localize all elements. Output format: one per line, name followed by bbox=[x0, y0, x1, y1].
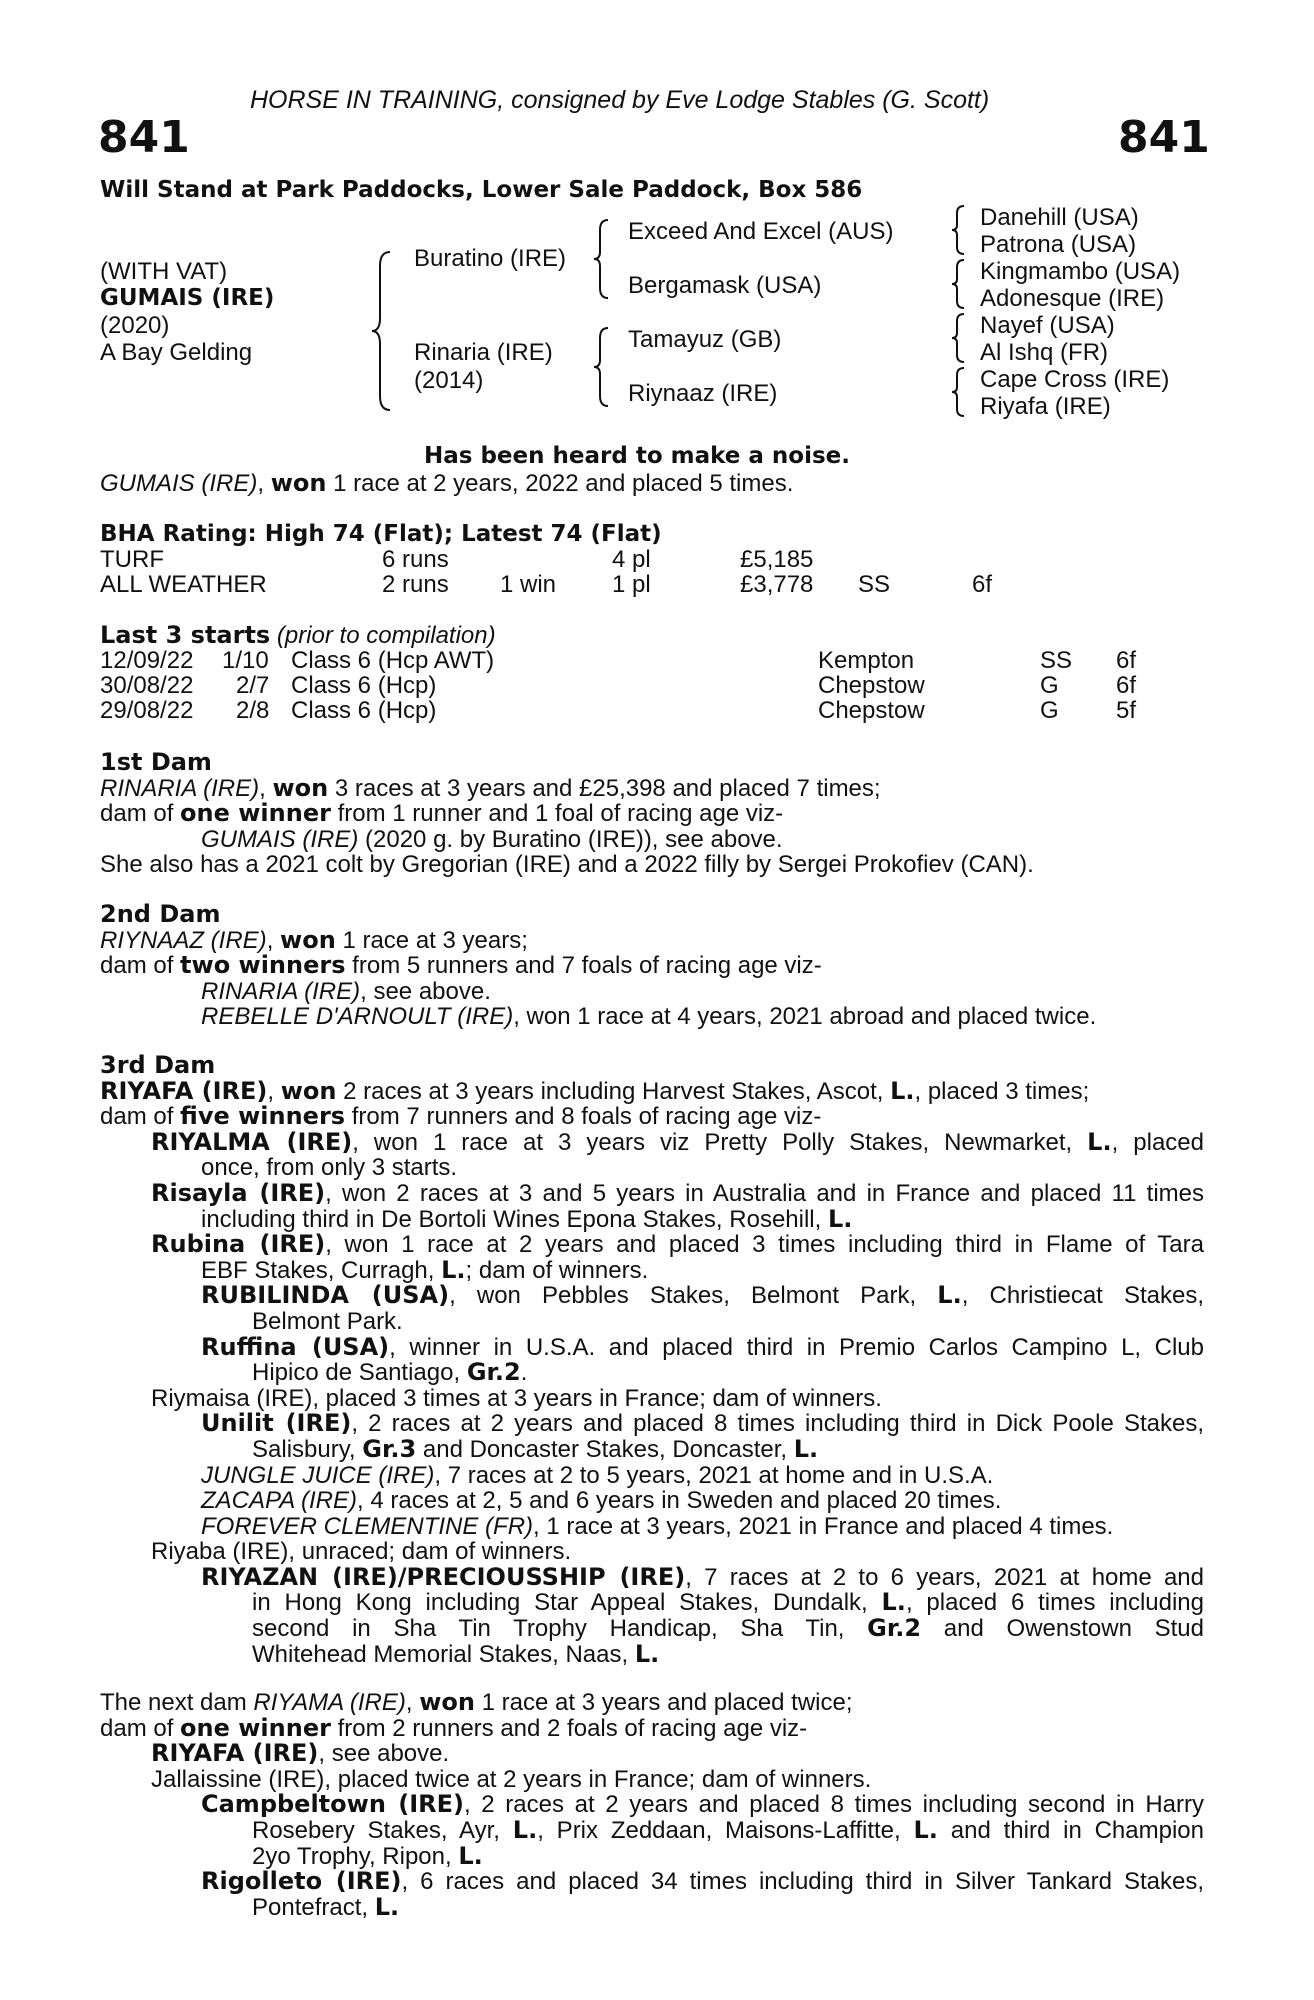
rating-surface: ALL WEATHER bbox=[100, 571, 267, 598]
first-dam-name: RINARIA (IRE) bbox=[100, 774, 260, 802]
horse-description: A Bay Gelding bbox=[100, 339, 253, 366]
produce-entry-continued bbox=[100, 1815, 1204, 1844]
produce-entry-continued bbox=[100, 1590, 1204, 1616]
start-course: Kempton bbox=[818, 647, 915, 674]
next-dam-section bbox=[100, 1690, 1204, 1920]
start-row bbox=[0, 673, 1314, 699]
listed-mark: L. bbox=[890, 1076, 915, 1105]
second-dam-section bbox=[100, 902, 1204, 1030]
produce-entry-line bbox=[201, 1332, 1204, 1361]
produce-record: , won 1 race at 3 years viz Pretty Polly Stakes, Newmarket, bbox=[352, 1128, 1088, 1156]
pedigree-g4: Adonesque (IRE) bbox=[980, 285, 1165, 312]
produce-entry-continued bbox=[100, 1892, 1204, 1921]
produce-record: , 1 race at 3 years, 2021 in France and placed 4 times. bbox=[533, 1512, 1114, 1540]
first-dam-line: RINARIA (IRE), won 3 races at 3 years and £25,398 and placed 7 times; bbox=[100, 773, 881, 802]
lot-number-left: 841 bbox=[98, 112, 190, 163]
second-dam-produce-line bbox=[100, 953, 1204, 979]
produce-record: , Prix Zeddaan, Maisons-Laffitte, bbox=[537, 1816, 914, 1844]
start-course: Chepstow bbox=[818, 672, 925, 699]
produce-record: and Doncaster Stakes, Doncaster, bbox=[416, 1435, 794, 1463]
produce-entry bbox=[100, 1232, 1204, 1258]
third-dam-record: 2 races at 3 years including Harvest Stakes, Ascot, bbox=[336, 1077, 891, 1105]
third-dam-section bbox=[100, 1053, 1204, 1667]
produce-record: Whitehead Memorial Stakes, Naas, bbox=[252, 1640, 635, 1668]
third-dam-record-end: , placed 3 times; bbox=[914, 1077, 1090, 1105]
produce-record: (2020 g. by Buratino (IRE)), see above. bbox=[358, 825, 783, 853]
produce-name: Risayla (IRE) bbox=[151, 1178, 326, 1207]
produce-record: , see above. bbox=[360, 977, 491, 1005]
produce-record: Pontefract, bbox=[252, 1893, 375, 1921]
first-dam-produce-line bbox=[100, 801, 1204, 827]
start-course: Chepstow bbox=[818, 697, 925, 724]
start-going: SS bbox=[1040, 647, 1073, 674]
produce-record: , winner in U.S.A. and placed third in Premio Carlos Campino L, Club bbox=[389, 1333, 1204, 1361]
produce-entry-line bbox=[252, 1616, 1204, 1642]
bha-rating-heading: BHA Rating: High 74 (Flat); Latest 74 (Flat) bbox=[100, 521, 662, 547]
produce-record: , 4 races at 2, 5 and 6 years in Sweden and placed 20 times. bbox=[357, 1487, 1002, 1515]
produce-entry-line bbox=[151, 1178, 1204, 1207]
start-position: 2/7 bbox=[236, 672, 270, 699]
start-date: 29/08/22 bbox=[100, 697, 194, 724]
produce-entry-line bbox=[201, 1869, 1204, 1895]
produce-record: , won 2 races at 3 and 5 years in Australia and in France and placed 11 times bbox=[325, 1179, 1204, 1207]
first-dam-record: 3 races at 3 years and £25,398 and placed 7 times; bbox=[328, 774, 881, 802]
pedigree-g7: Cape Cross (IRE) bbox=[980, 366, 1170, 393]
produce-record: , 6 races and placed 34 times including third in Silver Tankard Stakes, bbox=[401, 1868, 1205, 1896]
start-distance: 6f bbox=[1116, 672, 1137, 699]
pedigree-brace-g2 bbox=[950, 258, 966, 310]
pedigree-dam-year: (2014) bbox=[414, 367, 484, 394]
produce-name: Rubina (IRE) bbox=[151, 1230, 326, 1259]
pedigree-brace-sire bbox=[592, 218, 610, 300]
won-text: won bbox=[280, 925, 336, 954]
second-dam-line: RIYNAAZ (IRE), won 1 race at 3 years; bbox=[100, 925, 528, 954]
produce-entry-continued: once, from only 3 starts. bbox=[201, 1154, 458, 1182]
third-dam-produce-line bbox=[100, 1104, 1204, 1130]
dam-of-text: dam of bbox=[100, 952, 181, 980]
summary-text: 1 race at 2 years, 2022 and placed 5 times. bbox=[326, 470, 794, 497]
rating-runs: 6 runs bbox=[382, 546, 449, 573]
next-dam-line: The next dam RIYAMA (IRE), won 1 race at 3 years and placed twice; bbox=[100, 1688, 853, 1716]
produce-record-end: , placed 6 times including bbox=[905, 1589, 1204, 1617]
produce-name: Campbeltown (IRE) bbox=[201, 1790, 464, 1819]
vat-note: (WITH VAT) bbox=[100, 258, 228, 285]
next-dam-record: 1 race at 3 years and placed twice; bbox=[474, 1689, 853, 1716]
full-stop: . bbox=[520, 1359, 528, 1387]
produce-record: second in Sha Tin Trophy Handicap, Sha Tin, bbox=[252, 1615, 868, 1643]
produce-entry bbox=[100, 1741, 1204, 1767]
listed-mark: L. bbox=[441, 1255, 466, 1284]
produce-entry bbox=[100, 1283, 1204, 1309]
produce-entry-continued bbox=[100, 1841, 1204, 1870]
pedigree-dam: Rinaria (IRE) bbox=[414, 339, 553, 366]
produce-entry-line bbox=[151, 1232, 1204, 1258]
rating-surface: TURF bbox=[100, 546, 164, 573]
produce-entry bbox=[100, 1178, 1204, 1207]
produce-entry bbox=[100, 979, 1204, 1005]
produce-entry-line bbox=[201, 1283, 1204, 1309]
start-distance: 5f bbox=[1116, 697, 1137, 724]
pedigree-brace-dam bbox=[592, 326, 610, 408]
listed-mark: L. bbox=[512, 1815, 538, 1844]
winners-count: one winner bbox=[180, 799, 331, 828]
produce-entry-continued bbox=[100, 1204, 1204, 1233]
pedigree-g3: Kingmambo (USA) bbox=[980, 258, 1181, 285]
start-class: Class 6 (Hcp) bbox=[291, 672, 437, 699]
start-date: 12/09/22 bbox=[100, 647, 194, 674]
produce-name: RIYAZAN (IRE)/PRECIOUSSHIP (IRE) bbox=[201, 1562, 686, 1591]
rating-dist: 6f bbox=[972, 571, 993, 598]
pedigree-dam-dam: Riynaaz (IRE) bbox=[628, 380, 778, 407]
produce-name: RUBILINDA (USA) bbox=[201, 1281, 450, 1310]
produce-entry-continued bbox=[100, 1434, 1204, 1463]
group-mark: Gr.3 bbox=[362, 1434, 417, 1463]
produce-record-end: ; dam of winners. bbox=[465, 1256, 649, 1284]
produce-name: Ruffina (USA) bbox=[201, 1332, 390, 1361]
won-text: won bbox=[419, 1688, 475, 1716]
produce-name: Rigolleto (IRE) bbox=[201, 1867, 402, 1896]
produce-record: 2yo Trophy, Ripon, bbox=[252, 1842, 459, 1870]
dam-of-text: dam of bbox=[100, 1103, 181, 1131]
third-dam-name: RIYAFA (IRE) bbox=[100, 1076, 268, 1105]
produce-entry bbox=[100, 1463, 1204, 1489]
produce-name: GUMAIS (IRE) bbox=[201, 825, 359, 853]
produce-record: , won 1 race at 2 years and placed 3 times including third in Flame of Tara bbox=[325, 1231, 1204, 1259]
produce-record-end: , placed bbox=[1111, 1128, 1204, 1156]
produce-entry bbox=[100, 1488, 1204, 1514]
produce-name: JUNGLE JUICE (IRE) bbox=[201, 1461, 435, 1489]
second-dam-heading: 2nd Dam bbox=[100, 900, 221, 928]
start-class: Class 6 (Hcp) bbox=[291, 697, 437, 724]
produce-entry bbox=[100, 1792, 1204, 1818]
start-position: 2/8 bbox=[236, 697, 270, 724]
start-distance: 6f bbox=[1116, 647, 1137, 674]
produce-entry bbox=[100, 1004, 1204, 1030]
pedigree-g8: Riyafa (IRE) bbox=[980, 393, 1111, 420]
foaling-year: (2020) bbox=[100, 312, 170, 339]
pedigree-g2: Patrona (USA) bbox=[980, 231, 1137, 258]
produce-entry: Riymaisa (IRE), placed 3 times at 3 years in France; dam of winners. bbox=[151, 1384, 882, 1412]
pedigree-brace-g1 bbox=[950, 204, 966, 256]
produce-record: , 7 races at 2 to 6 years, 2021 at home and bbox=[685, 1563, 1204, 1591]
pedigree-g1: Danehill (USA) bbox=[980, 204, 1139, 231]
start-going: G bbox=[1040, 697, 1059, 724]
pedigree-sire-sire: Exceed And Excel (AUS) bbox=[628, 218, 894, 245]
first-dam-section bbox=[100, 750, 1204, 878]
produce-record: Salisbury, bbox=[252, 1435, 363, 1463]
next-dam-name: RIYAMA (IRE) bbox=[253, 1689, 406, 1716]
won-text: won bbox=[272, 773, 329, 802]
runners-text: from 2 runners and 2 foals of racing age viz- bbox=[330, 1714, 808, 1742]
rating-placed: 4 pl bbox=[612, 546, 651, 573]
produce-name: RIYALMA (IRE) bbox=[151, 1127, 353, 1156]
group-mark: Gr.2 bbox=[466, 1358, 521, 1387]
third-dam-heading: 3rd Dam bbox=[100, 1051, 216, 1079]
rating-row bbox=[0, 572, 1314, 598]
start-row bbox=[0, 698, 1314, 724]
produce-record: , won Pebbles Stakes, Belmont Park, bbox=[449, 1282, 938, 1310]
rating-prize: £3,778 bbox=[740, 571, 814, 598]
rating-row bbox=[0, 547, 1314, 573]
start-date: 30/08/22 bbox=[100, 672, 194, 699]
produce-record-end: and Owenstown Stud bbox=[921, 1615, 1204, 1643]
produce-entry bbox=[100, 827, 1204, 853]
first-dam-heading: 1st Dam bbox=[100, 748, 212, 776]
produce-entry-line bbox=[252, 1590, 1204, 1616]
produce-name: Unilit (IRE) bbox=[201, 1409, 352, 1438]
produce-record: EBF Stakes, Curragh, bbox=[201, 1256, 442, 1284]
produce-entry-line bbox=[201, 1792, 1204, 1818]
listed-mark: L. bbox=[374, 1892, 400, 1921]
produce-name: ZACAPA (IRE) bbox=[201, 1487, 358, 1515]
dam-of-text: dam of bbox=[100, 1714, 181, 1742]
produce-entry bbox=[100, 1127, 1204, 1156]
produce-entry-continued bbox=[100, 1616, 1204, 1642]
start-row bbox=[0, 648, 1314, 674]
produce-entry-line bbox=[252, 1815, 1204, 1844]
winners-count: five winners bbox=[180, 1102, 346, 1131]
pedigree-brace-main bbox=[370, 250, 392, 412]
produce-entry bbox=[100, 1411, 1204, 1437]
listed-mark: L. bbox=[913, 1815, 938, 1844]
noise-note: Has been heard to make a noise. bbox=[424, 443, 851, 469]
listed-mark: L. bbox=[793, 1434, 819, 1463]
produce-record: , 7 races at 2 to 5 years, 2021 at home and in U.S.A. bbox=[434, 1461, 994, 1489]
pedigree-sire: Buratino (IRE) bbox=[414, 245, 567, 272]
first-dam-other-produce: She also has a 2021 colt by Gregorian (IRE) and a 2022 filly by Sergei Prokofiev (CAN). bbox=[100, 851, 1034, 879]
dam-of-text: dam of bbox=[100, 800, 181, 828]
produce-record: , 2 races at 2 years and placed 8 times including third in Dick Poole Stakes, bbox=[351, 1410, 1204, 1438]
rating-runs: 2 runs bbox=[382, 571, 449, 598]
pedigree-brace-g4 bbox=[950, 366, 966, 418]
produce-record: , 2 races at 2 years and placed 8 times including second in Harry bbox=[463, 1791, 1205, 1819]
produce-entry bbox=[100, 1332, 1204, 1361]
summary-won: won bbox=[270, 469, 327, 497]
produce-name: RIYAFA (IRE) bbox=[151, 1739, 319, 1768]
next-dam-prefix: The next dam bbox=[100, 1689, 254, 1716]
produce-entry bbox=[100, 1869, 1204, 1895]
produce-entry-continued: Belmont Park. bbox=[252, 1307, 403, 1335]
rating-wins: 1 win bbox=[500, 571, 557, 598]
horse-name: GUMAIS (IRE) bbox=[100, 285, 275, 311]
produce-name: FOREVER CLEMENTINE (FR) bbox=[201, 1512, 534, 1540]
produce-name: REBELLE D'ARNOULT (IRE) bbox=[201, 1003, 514, 1031]
listed-mark: L. bbox=[1087, 1127, 1112, 1156]
start-going: G bbox=[1040, 672, 1059, 699]
produce-record: in Hong Kong including Star Appeal Stakes, Dundalk, bbox=[252, 1589, 882, 1617]
produce-record-end: and third in Champion bbox=[937, 1816, 1204, 1844]
produce-record: including third in De Bortoli Wines Epona Stakes, Rosehill, bbox=[201, 1205, 828, 1233]
rating-going: SS bbox=[858, 571, 891, 598]
produce-entry bbox=[100, 1562, 1204, 1591]
produce-record: Hipico de Santiago, bbox=[252, 1359, 467, 1387]
runners-text: from 1 runner and 1 foal of racing age viz- bbox=[330, 800, 784, 828]
start-position: 1/10 bbox=[222, 647, 269, 674]
listed-mark: L. bbox=[827, 1204, 853, 1233]
produce-record: , see above. bbox=[318, 1740, 450, 1768]
listed-mark: L. bbox=[634, 1639, 660, 1668]
winners-count: one winner bbox=[180, 1713, 331, 1742]
produce-entry-line bbox=[201, 1411, 1204, 1437]
produce-entry-continued bbox=[100, 1639, 1204, 1668]
consignment-line: HORSE IN TRAINING, consigned by Eve Lodge Stables (G. Scott) bbox=[250, 86, 990, 114]
pedigree-sire-dam: Bergamask (USA) bbox=[628, 272, 822, 299]
produce-entry-continued bbox=[100, 1360, 1204, 1386]
listed-mark: L. bbox=[881, 1588, 906, 1617]
last-starts-heading bbox=[100, 623, 496, 648]
listed-mark: L. bbox=[937, 1281, 962, 1310]
runners-text: from 5 runners and 7 foals of racing age viz- bbox=[345, 952, 822, 980]
listed-mark: L. bbox=[458, 1841, 483, 1870]
runners-text: from 7 runners and 8 foals of racing age viz- bbox=[345, 1103, 822, 1131]
summary-horse-name: GUMAIS (IRE) bbox=[100, 470, 258, 497]
lot-number-right: 841 bbox=[1118, 112, 1210, 163]
pedigree-g6: Al Ishq (FR) bbox=[980, 339, 1109, 366]
produce-record-end: , Christiecat Stakes, bbox=[961, 1282, 1204, 1310]
race-summary: GUMAIS (IRE), won 1 race at 2 years, 2022 and placed 5 times. bbox=[100, 469, 794, 497]
produce-entry: Riyaba (IRE), unraced; dam of winners. bbox=[151, 1538, 572, 1566]
produce-name: RINARIA (IRE) bbox=[201, 977, 361, 1005]
group-mark: Gr.2 bbox=[867, 1614, 922, 1643]
start-class: Class 6 (Hcp AWT) bbox=[291, 647, 495, 674]
won-text: won bbox=[280, 1076, 337, 1105]
winners-count: two winners bbox=[180, 951, 346, 980]
produce-entry: Jallaissine (IRE), placed twice at 2 years in France; dam of winners. bbox=[151, 1765, 872, 1793]
produce-record: , won 1 race at 4 years, 2021 abroad and placed twice. bbox=[513, 1003, 1097, 1031]
produce-entry-line bbox=[151, 1127, 1204, 1156]
next-dam-produce-line bbox=[100, 1713, 1204, 1742]
produce-record: Rosebery Stakes, Ayr, bbox=[252, 1816, 513, 1844]
pedigree-g5: Nayef (USA) bbox=[980, 312, 1115, 339]
location-line: Will Stand at Park Paddocks, Lower Sale Paddock, Box 586 bbox=[100, 177, 863, 203]
second-dam-record: 1 race at 3 years; bbox=[335, 926, 528, 954]
third-dam-line: RIYAFA (IRE), won 2 races at 3 years including Harvest Stakes, Ascot, L., placed 3 times; bbox=[100, 1076, 1090, 1105]
produce-entry-line bbox=[201, 1562, 1204, 1591]
rating-placed: 1 pl bbox=[612, 571, 651, 598]
produce-entry-continued bbox=[100, 1255, 1204, 1284]
second-dam-name: RIYNAAZ (IRE) bbox=[100, 926, 267, 954]
rating-prize: £5,185 bbox=[740, 546, 814, 573]
produce-entry bbox=[100, 1514, 1204, 1540]
pedigree-dam-sire: Tamayuz (GB) bbox=[628, 326, 782, 353]
pedigree-brace-g3 bbox=[950, 312, 966, 364]
last-starts-title: Last 3 starts bbox=[100, 621, 271, 649]
last-starts-note: (prior to compilation) bbox=[270, 622, 496, 649]
